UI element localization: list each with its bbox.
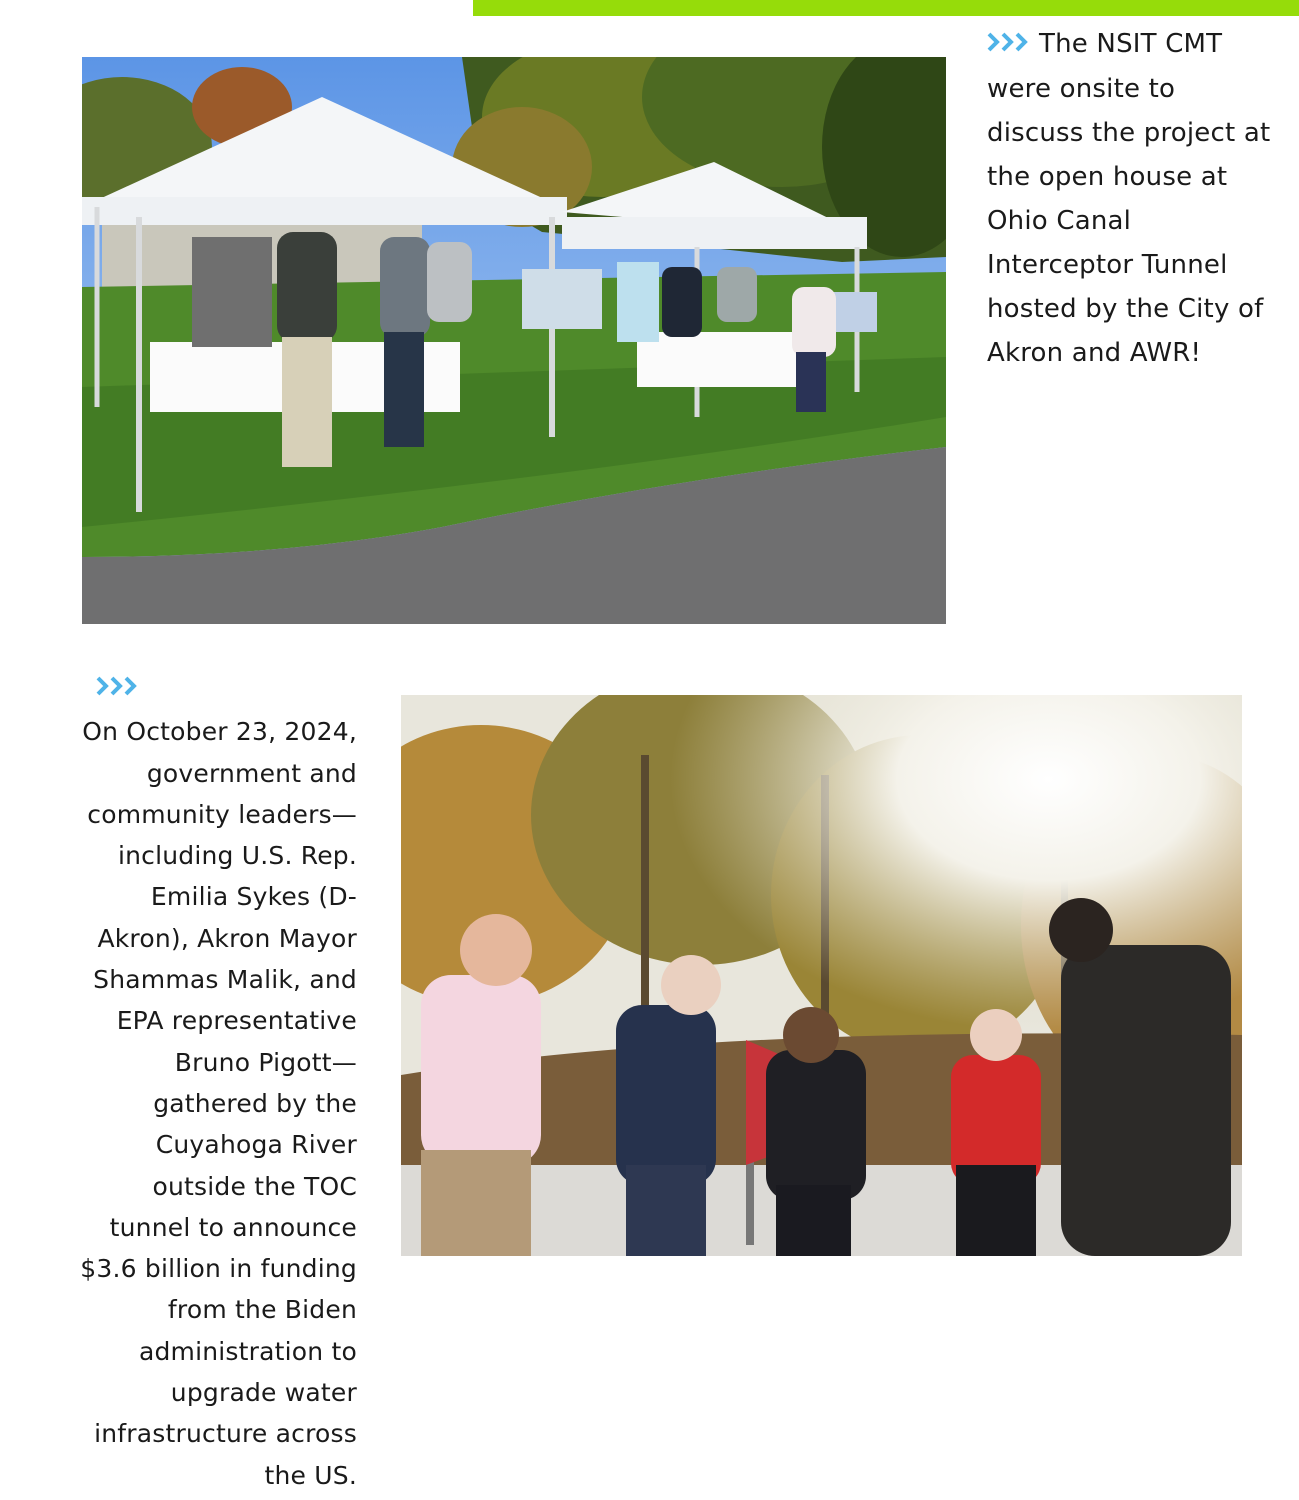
funding-announcement-caption-text: On October 23, 2024, government and community leaders—including U.S. Rep. Emilia Sykes (D-Akron), Akron Mayor Shammas Malik, and EPA representative Bruno Pigott—gathered by the Cuyahoga River outside the TOC tunnel to announce $3.6 billion in funding from the Biden administration to upgrade water infrastructure across the US.: [80, 717, 357, 1490]
leaders-gathering-photo: [401, 695, 1242, 1256]
triple-chevron-right-icon: [987, 23, 1031, 67]
open-house-caption: [987, 22, 1277, 375]
funding-announcement-caption: [80, 668, 357, 1496]
open-house-tents-photo: [82, 57, 946, 624]
accent-bar: [473, 0, 1299, 16]
triple-chevron-right-icon: [96, 668, 349, 709]
open-house-caption-text: The NSIT CMT were onsite to discuss the project at the open house at Ohio Canal Interceptor Tunnel hosted by the City of Akron and AWR!: [987, 29, 1271, 368]
